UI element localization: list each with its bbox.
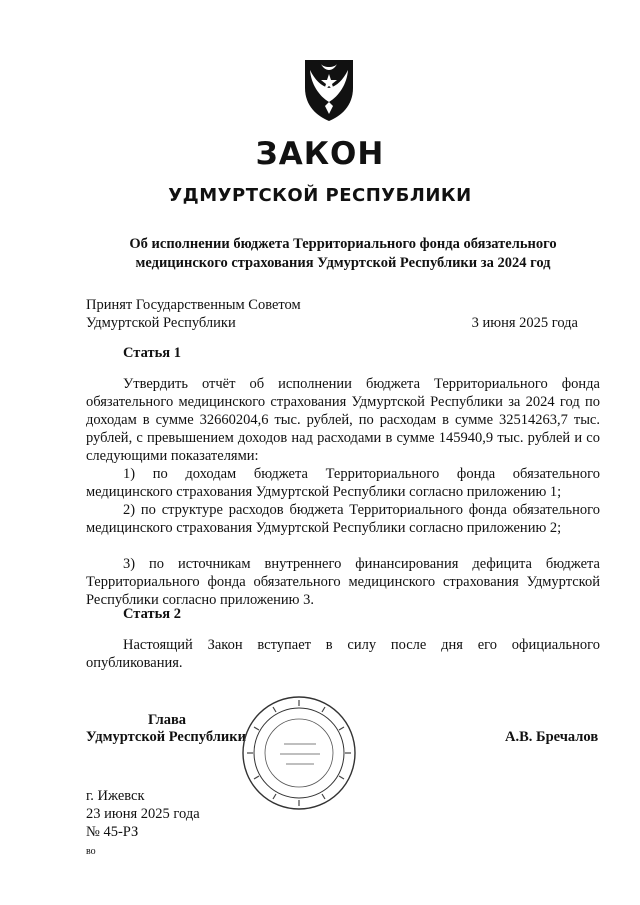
document-subtitle: УДМУРТСКОЙ РЕСПУБЛИКИ — [168, 185, 472, 206]
signing-details — [86, 787, 200, 841]
signing-date: 23 июня 2025 года — [86, 806, 200, 822]
article-2-text: Настоящий Закон вступает в силу после дня его официального опубликования. — [86, 637, 600, 671]
article-1-item-2: 2) по структуре расходов бюджета Территориального фонда обязательного медицинского страхования Удмуртской Республики согласно приложению 2; — [86, 502, 600, 536]
article-1-item-1: 1) по доходам бюджета Территориального фонда обязательного медицинского страхования Удмуртской Республики согласно приложению 1; — [86, 466, 600, 500]
article-2-title: Статья 2 — [123, 606, 181, 622]
law-heading-line-1: Об исполнении бюджета Территориального фонда обязательного — [129, 236, 557, 252]
article-1-title: Статья 1 — [123, 345, 181, 361]
law-heading-line-2: медицинского страхования Удмуртской Республики за 2024 год — [135, 255, 551, 271]
signature-role-line-1: Глава — [148, 712, 187, 728]
law-number: № 45-РЗ — [86, 824, 139, 840]
article-1-item-3: 3) по источникам внутреннего финансирования дефицита бюджета Территориального фонда обязательного медицинского страхования Удмуртской Республики согласно приложению 3. — [86, 556, 600, 608]
law-heading — [86, 235, 600, 273]
signature-role-line-2: Удмуртской Республики — [86, 729, 246, 745]
signing-city: г. Ижевск — [86, 788, 145, 804]
article-1-intro: Утвердить отчёт об исполнении бюджета Территориального фонда обязательного медицинского страхования Удмуртской Республики за 2024 год по доходам в сумме 32660204,6 тыс. рублей, по расходам в сумме 32514263,7 тыс. рублей, с превышением доходов над расходами в сумме 145940,9 тыс. рублей и со следующими показателями: — [86, 376, 600, 464]
adoption-date: 3 июня 2025 года — [471, 315, 578, 331]
signatory-name: А.В. Бречалов — [505, 729, 599, 745]
adopted-by-line-1: Принят Государственным Советом — [86, 297, 301, 313]
adoption-block — [86, 296, 606, 332]
coat-of-arms-icon — [301, 58, 357, 122]
adopted-by-line-2: Удмуртской Республики — [86, 315, 236, 331]
official-stamp-icon — [240, 694, 358, 812]
document-title: ЗАКОН — [255, 136, 385, 172]
typist-initials: во — [86, 846, 96, 857]
